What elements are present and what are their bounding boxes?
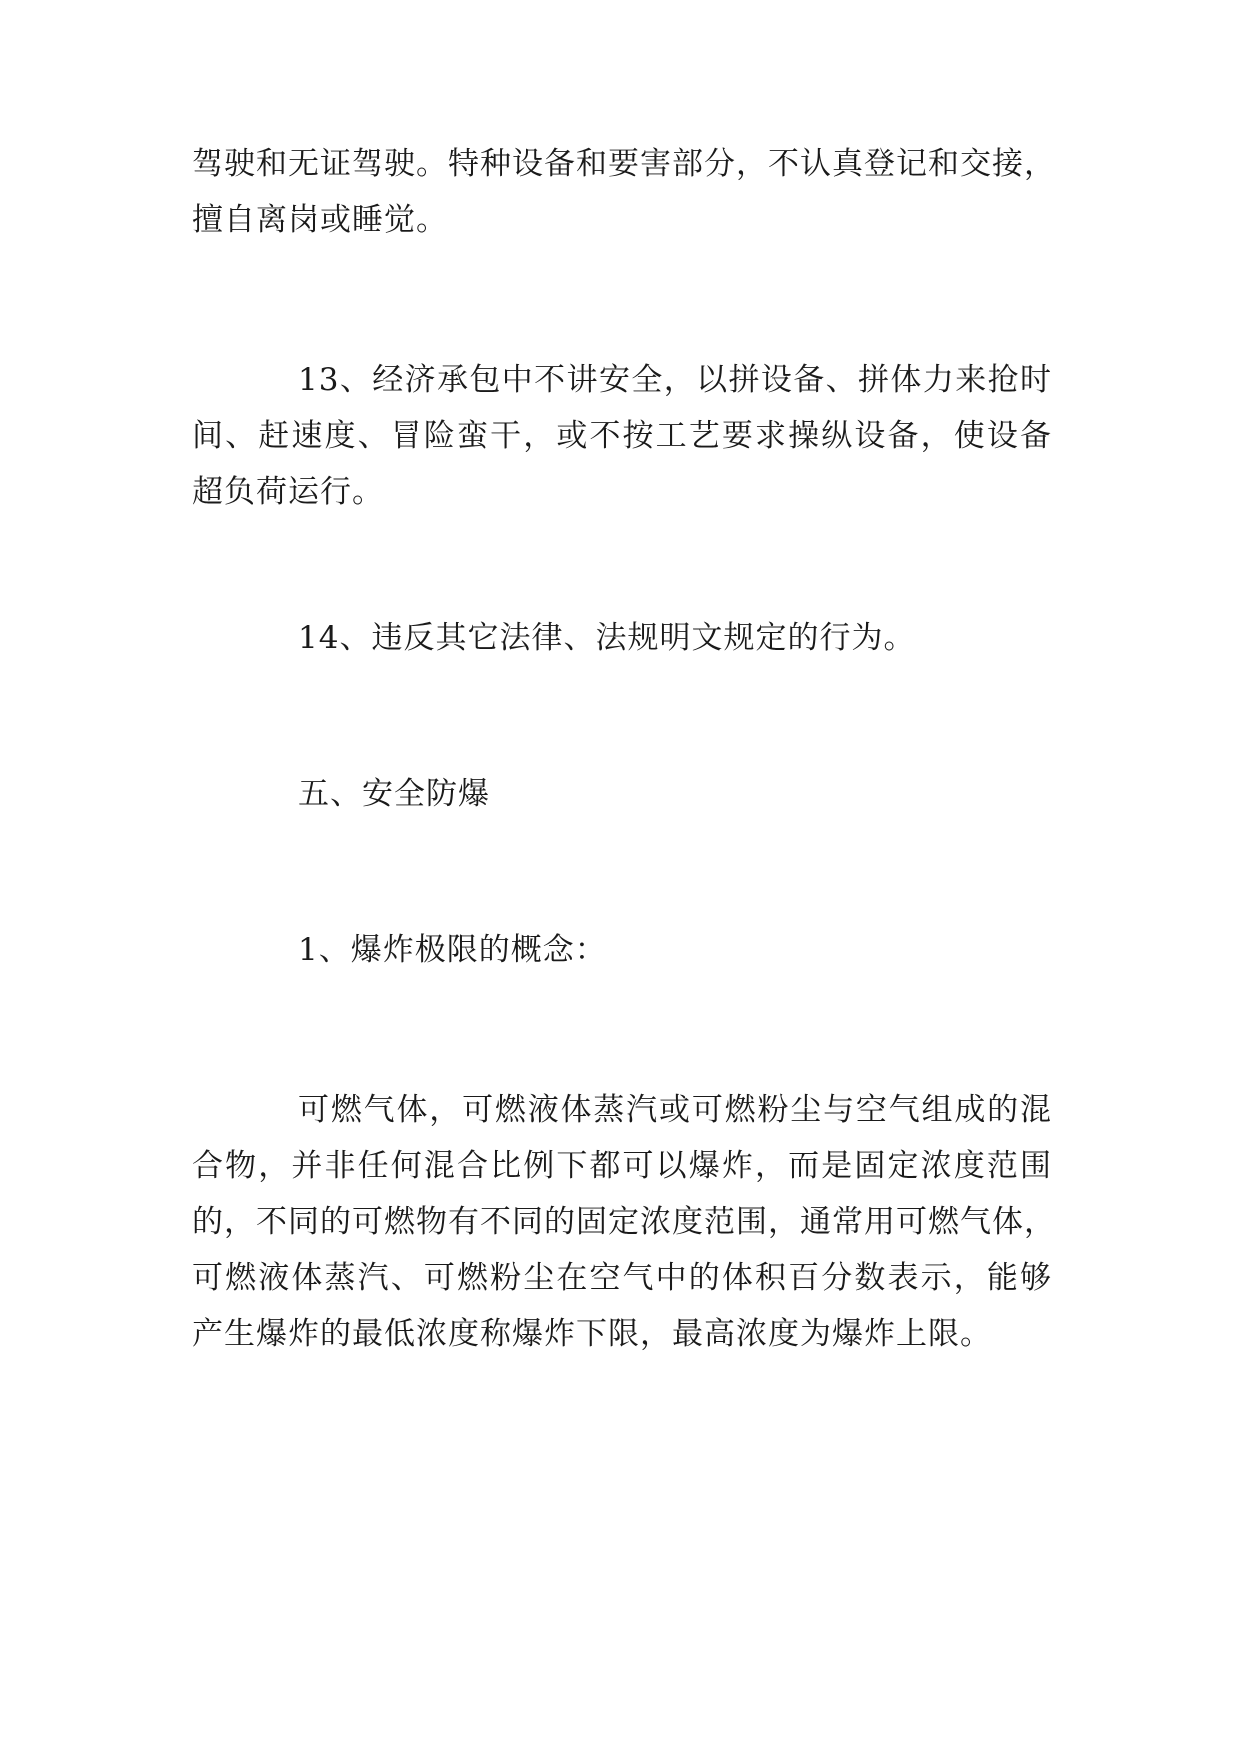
paragraph-line: 超负荷运行。 <box>192 474 384 510</box>
paragraph-line: 可燃液体蒸汽、可燃粉尘在空气中的体积百分数表示，能够 <box>192 1260 1052 1296</box>
paragraph-line: 产生爆炸的最低浓度称爆炸下限，最高浓度为爆炸上限。 <box>192 1316 992 1352</box>
subsection-heading: 1、爆炸极限的概念： <box>298 932 607 968</box>
paragraph-line: 14、违反其它法律、法规明文规定的行为。 <box>298 620 916 656</box>
section-heading: 五、安全防爆 <box>298 776 490 812</box>
paragraph-line: 驾驶和无证驾驶。特种设备和要害部分，不认真登记和交接， <box>192 146 1056 182</box>
paragraph-line: 可燃气体，可燃液体蒸汽或可燃粉尘与空气组成的混 <box>298 1092 1052 1128</box>
paragraph-line: 13、经济承包中不讲安全，以拼设备、拼体力来抢时 <box>298 362 1052 398</box>
paragraph-line: 合物，并非任何混合比例下都可以爆炸，而是固定浓度范围 <box>192 1148 1052 1184</box>
paragraph-line: 的，不同的可燃物有不同的固定浓度范围，通常用可燃气体， <box>192 1204 1056 1240</box>
paragraph-line: 擅自离岗或睡觉。 <box>192 202 448 238</box>
paragraph-line: 间、赶速度、冒险蛮干，或不按工艺要求操纵设备，使设备 <box>192 418 1052 454</box>
